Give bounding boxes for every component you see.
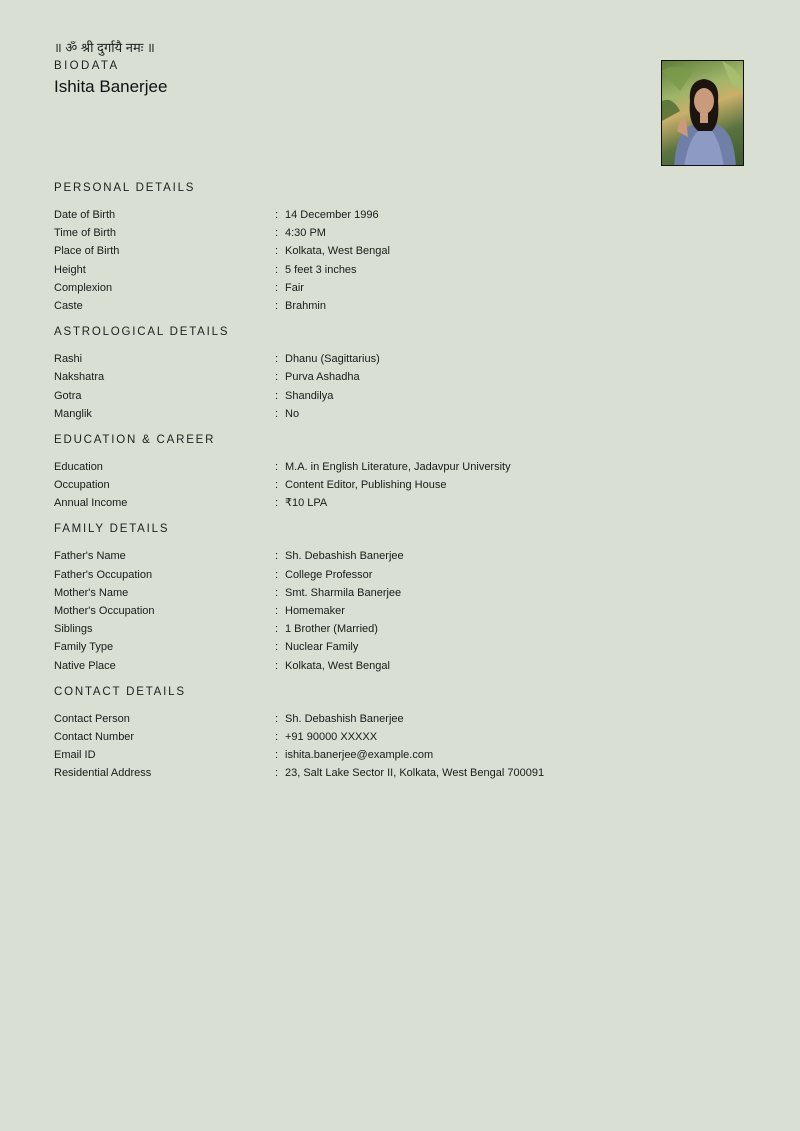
separator-colon: : (275, 389, 279, 402)
detail-label: Education (54, 460, 103, 473)
detail-row (54, 350, 754, 368)
detail-label: Email ID (54, 749, 96, 762)
detail-label: Annual Income (54, 497, 128, 510)
detail-label: Caste (54, 299, 83, 312)
separator-colon: : (275, 586, 279, 599)
section-title: CONTACT DETAILS (54, 685, 186, 698)
detail-row (54, 242, 754, 260)
detail-row (54, 584, 754, 602)
detail-row (54, 710, 754, 728)
detail-row (54, 261, 754, 279)
separator-colon: : (275, 281, 279, 294)
separator-colon: : (275, 353, 279, 366)
detail-value: 23, Salt Lake Sector II, Kolkata, West Bengal 700091 (285, 767, 545, 780)
separator-colon: : (275, 749, 279, 762)
separator-colon: : (275, 227, 279, 240)
detail-label: Date of Birth (54, 209, 116, 221)
detail-value: ishita.banerjee@example.com (285, 749, 434, 762)
detail-value: Sh. Debashish Banerjee (285, 550, 404, 563)
separator-colon: : (275, 641, 279, 654)
document-label: BIODATA (54, 60, 120, 72)
detail-value: Fair (285, 281, 304, 294)
section (54, 432, 754, 513)
section-title: PERSONAL DETAILS (54, 182, 196, 194)
separator-colon: : (275, 460, 279, 473)
detail-row (54, 279, 754, 297)
detail-row (54, 297, 754, 315)
detail-value: Nuclear Family (285, 641, 359, 654)
detail-row (54, 458, 754, 476)
detail-value: College Professor (285, 568, 373, 581)
detail-value: Purva Ashadha (285, 371, 360, 384)
detail-row (54, 368, 754, 386)
detail-row (54, 206, 754, 224)
detail-value: +91 90000 XXXXX (285, 730, 378, 743)
detail-value: Smt. Sharmila Banerjee (285, 586, 402, 599)
detail-label: Gotra (54, 389, 82, 402)
separator-colon: : (275, 767, 279, 780)
detail-label: Native Place (54, 659, 116, 672)
detail-label: Father's Name (54, 550, 126, 563)
separator-colon: : (275, 659, 279, 672)
detail-value: Brahmin (285, 299, 326, 312)
detail-value: M.A. in English Literature, Jadavpur University (285, 460, 511, 473)
detail-row (54, 566, 754, 584)
detail-label: Family Type (54, 641, 114, 654)
detail-label: Siblings (54, 623, 93, 636)
section-title: ASTROLOGICAL DETAILS (54, 326, 230, 339)
section (54, 684, 754, 783)
section (54, 180, 754, 315)
separator-colon: : (275, 263, 279, 276)
detail-value: 14 December 1996 (285, 209, 379, 221)
separator-colon: : (275, 605, 279, 617)
portrait-photo (661, 60, 744, 166)
biodata-sections (54, 180, 754, 792)
separator-colon: : (275, 730, 279, 743)
detail-row (54, 476, 754, 494)
detail-row (54, 620, 754, 638)
detail-row (54, 224, 754, 242)
detail-value: Content Editor, Publishing House (285, 479, 447, 492)
detail-row (54, 494, 754, 512)
section-title: EDUCATION & CAREER (54, 433, 216, 446)
detail-label: Rashi (54, 353, 83, 366)
detail-value: Homemaker (285, 605, 345, 617)
separator-colon: : (275, 407, 279, 420)
detail-label: Manglik (54, 407, 92, 420)
separator-colon: : (275, 245, 279, 258)
detail-value: ₹10 LPA (285, 497, 328, 510)
detail-value: Kolkata, West Bengal (285, 245, 390, 258)
detail-label: Contact Person (54, 712, 130, 725)
detail-row (54, 387, 754, 405)
invocation-text: ॥ ॐ श्री दुर्गायै नमः ॥ (54, 40, 155, 55)
detail-value: Shandilya (285, 389, 334, 402)
detail-value: Sh. Debashish Banerjee (285, 712, 404, 725)
detail-label: Time of Birth (54, 227, 116, 240)
detail-value: 1 Brother (Married) (285, 623, 378, 636)
separator-colon: : (275, 209, 279, 221)
detail-label: Place of Birth (54, 245, 120, 258)
detail-row (54, 638, 754, 656)
section-title: FAMILY DETAILS (54, 523, 170, 536)
detail-label: Father's Occupation (54, 568, 153, 581)
detail-row (54, 728, 754, 746)
detail-label: Residential Address (54, 767, 152, 780)
detail-value: No (285, 407, 300, 420)
section (54, 324, 754, 423)
detail-row (54, 657, 754, 675)
detail-row (54, 746, 754, 764)
detail-label: Contact Number (54, 730, 135, 743)
detail-row (54, 547, 754, 565)
detail-label: Mother's Occupation (54, 605, 155, 617)
detail-label: Occupation (54, 479, 110, 492)
detail-row (54, 602, 754, 620)
separator-colon: : (275, 479, 279, 492)
separator-colon: : (275, 623, 279, 636)
detail-row (54, 405, 754, 423)
detail-value: Kolkata, West Bengal (285, 659, 390, 672)
detail-label: Mother's Name (54, 586, 129, 599)
separator-colon: : (275, 568, 279, 581)
detail-value: Dhanu (Sagittarius) (285, 353, 380, 366)
separator-colon: : (275, 371, 279, 384)
detail-value: 4:30 PM (285, 227, 326, 240)
detail-value: 5 feet 3 inches (285, 263, 357, 276)
detail-label: Height (54, 263, 86, 276)
separator-colon: : (275, 550, 279, 563)
separator-colon: : (275, 497, 279, 510)
separator-colon: : (275, 299, 279, 312)
detail-label: Complexion (54, 281, 113, 294)
detail-row (54, 764, 754, 782)
section (54, 521, 754, 674)
detail-label: Nakshatra (54, 371, 105, 384)
candidate-name: Ishita Banerjee (54, 77, 168, 96)
separator-colon: : (275, 712, 279, 725)
